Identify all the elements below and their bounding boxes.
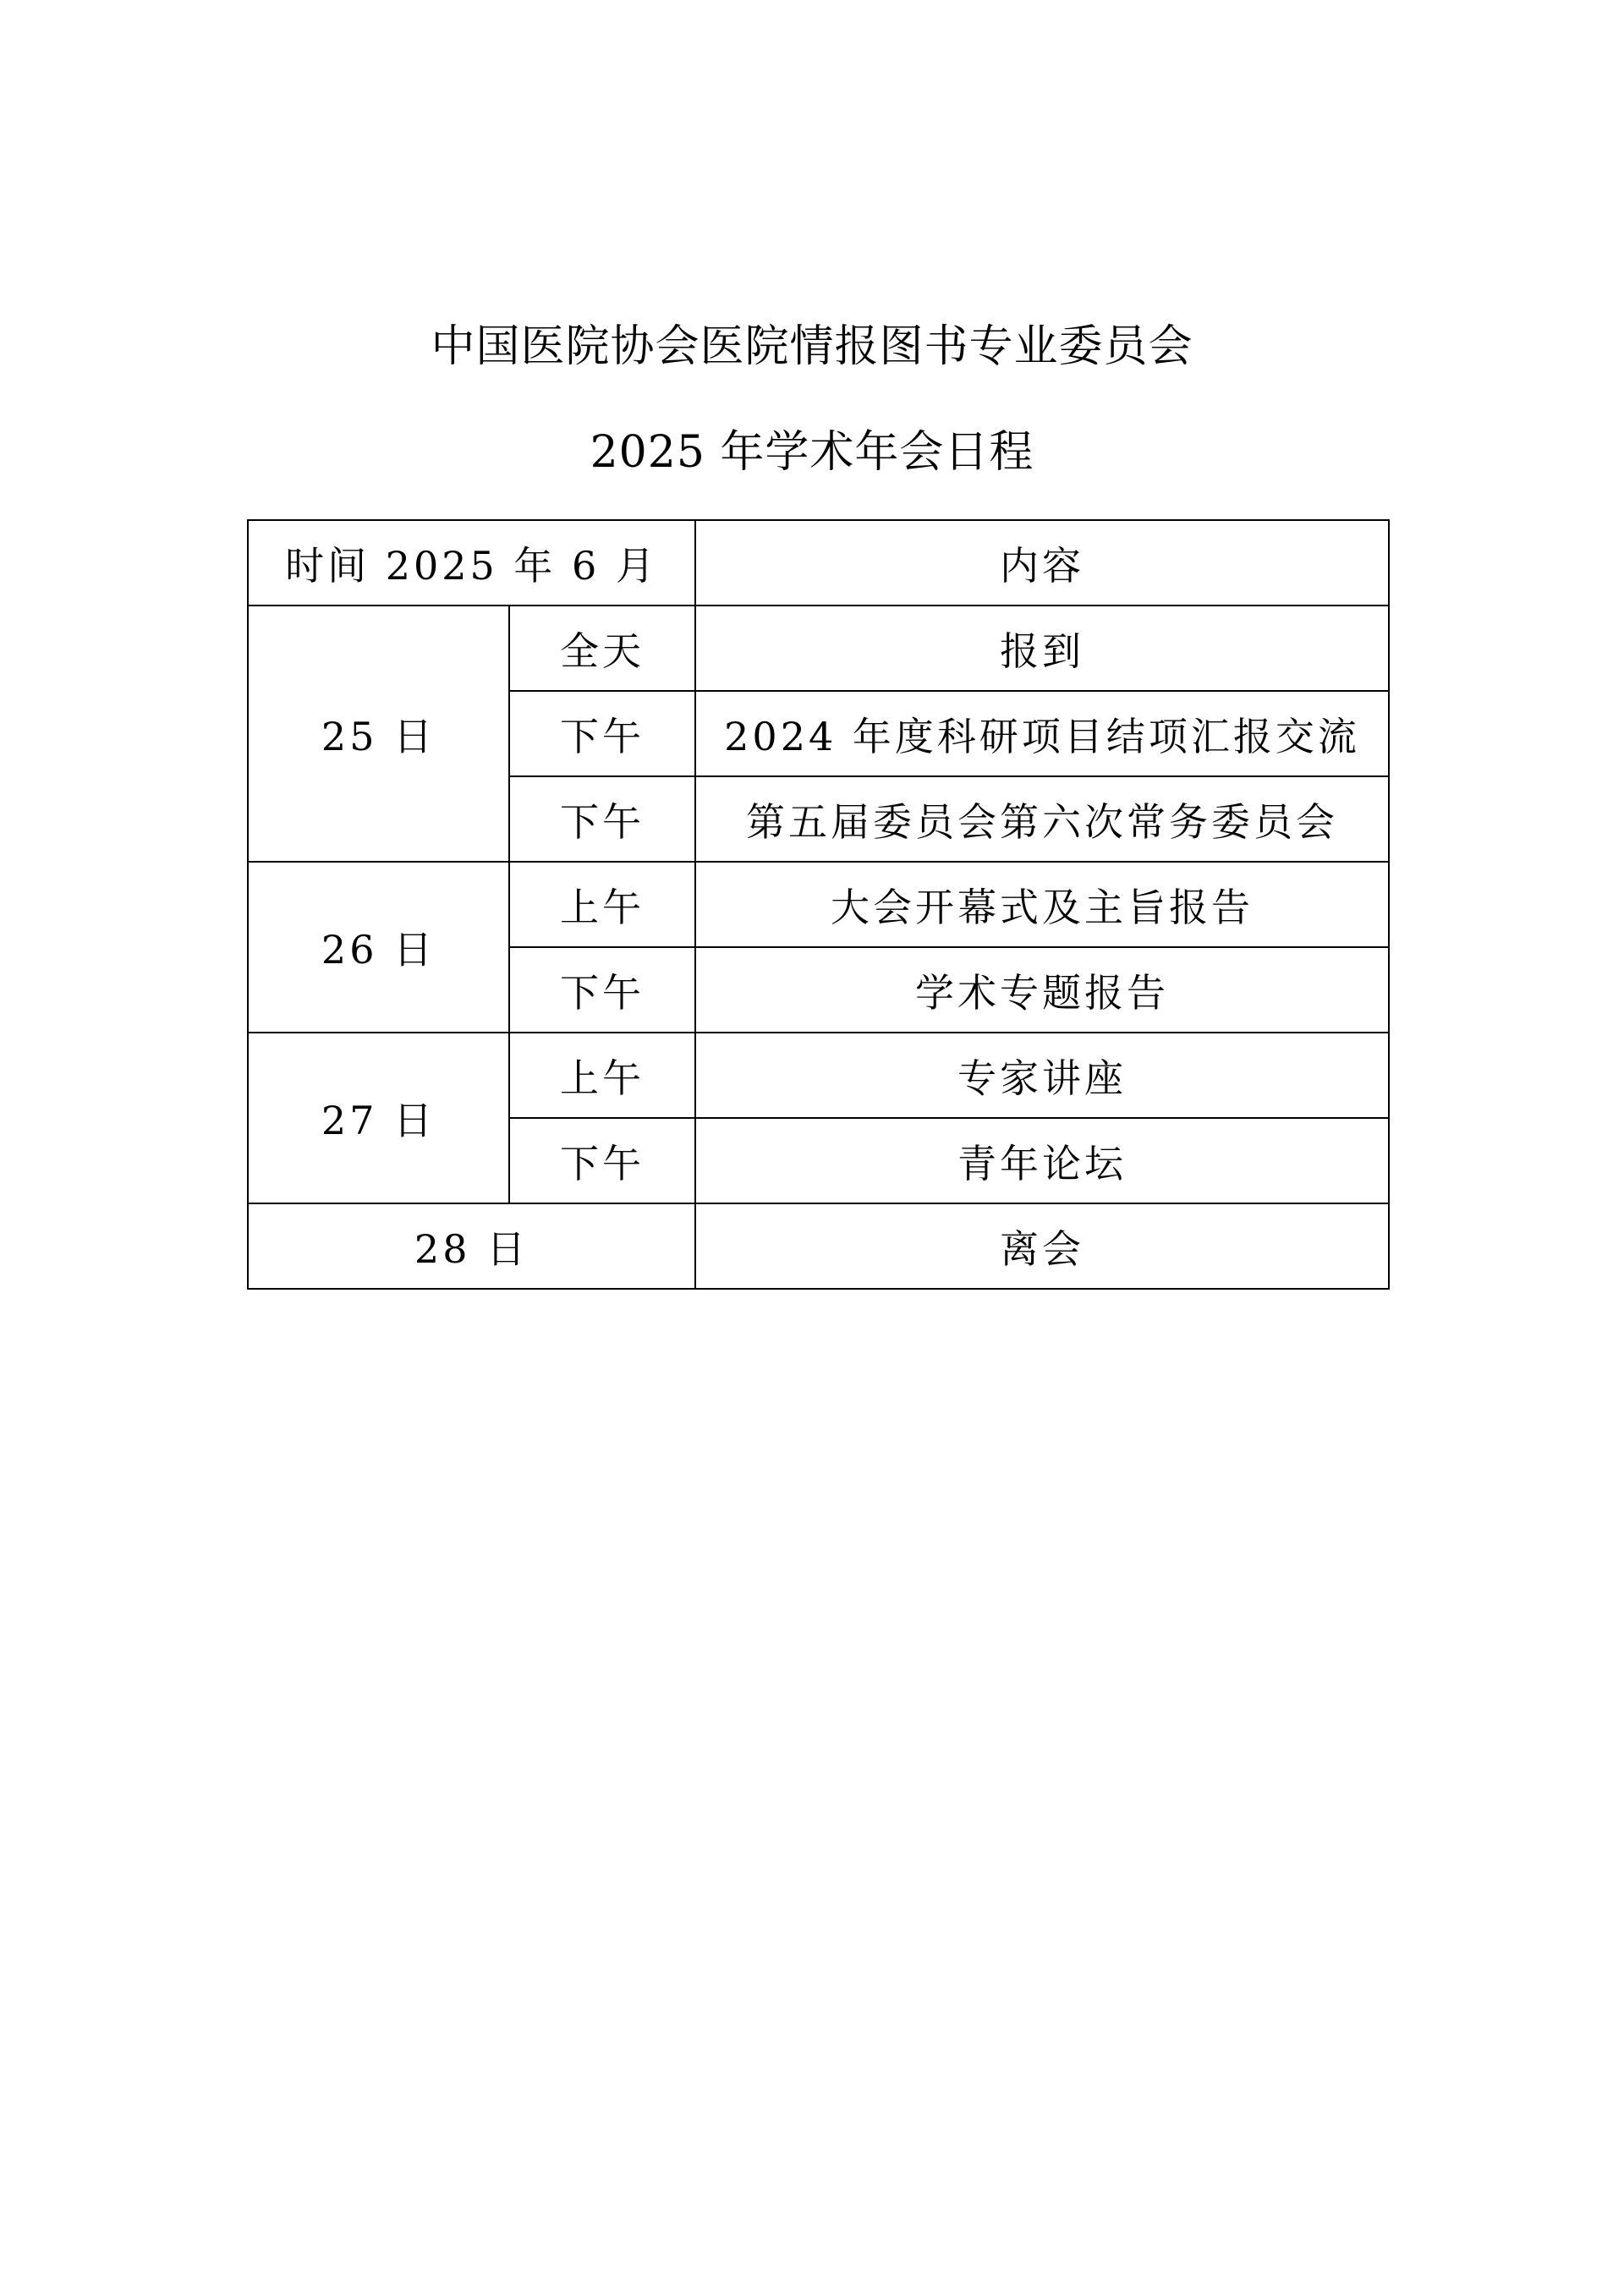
content-cell: 青年论坛 xyxy=(695,1118,1389,1203)
header-content-cell: 内容 xyxy=(695,520,1389,606)
schedule-table xyxy=(247,519,1390,1290)
day-cell: 27 日 xyxy=(248,1033,509,1203)
table-row xyxy=(248,1203,1389,1289)
document-title: 中国医院协会医院情报图书专业委员会 xyxy=(431,321,1193,372)
document-subtitle: 2025 年学术年会日程 xyxy=(590,427,1034,478)
header-time-cell: 时间 2025 年 6 月 xyxy=(248,520,695,606)
table-row xyxy=(248,862,1389,947)
content-cell: 专家讲座 xyxy=(695,1033,1389,1118)
table-header-row xyxy=(248,520,1389,606)
content-cell: 第五届委员会第六次常务委员会 xyxy=(695,776,1389,862)
content-cell: 报到 xyxy=(695,606,1389,691)
content-cell: 离会 xyxy=(695,1203,1389,1289)
time-cell: 上午 xyxy=(509,862,695,947)
time-cell: 下午 xyxy=(509,947,695,1033)
time-cell: 下午 xyxy=(509,1118,695,1203)
content-cell: 学术专题报告 xyxy=(695,947,1389,1033)
content-cell: 2024 年度科研项目结项汇报交流 xyxy=(695,691,1389,776)
time-cell: 全天 xyxy=(509,606,695,691)
time-cell: 下午 xyxy=(509,691,695,776)
time-cell: 下午 xyxy=(509,776,695,862)
content-cell: 大会开幕式及主旨报告 xyxy=(695,862,1389,947)
day-cell: 28 日 xyxy=(248,1203,695,1289)
day-cell: 26 日 xyxy=(248,862,509,1033)
table-row xyxy=(248,1033,1389,1118)
time-cell: 上午 xyxy=(509,1033,695,1118)
table-row xyxy=(248,606,1389,691)
day-cell: 25 日 xyxy=(248,606,509,862)
